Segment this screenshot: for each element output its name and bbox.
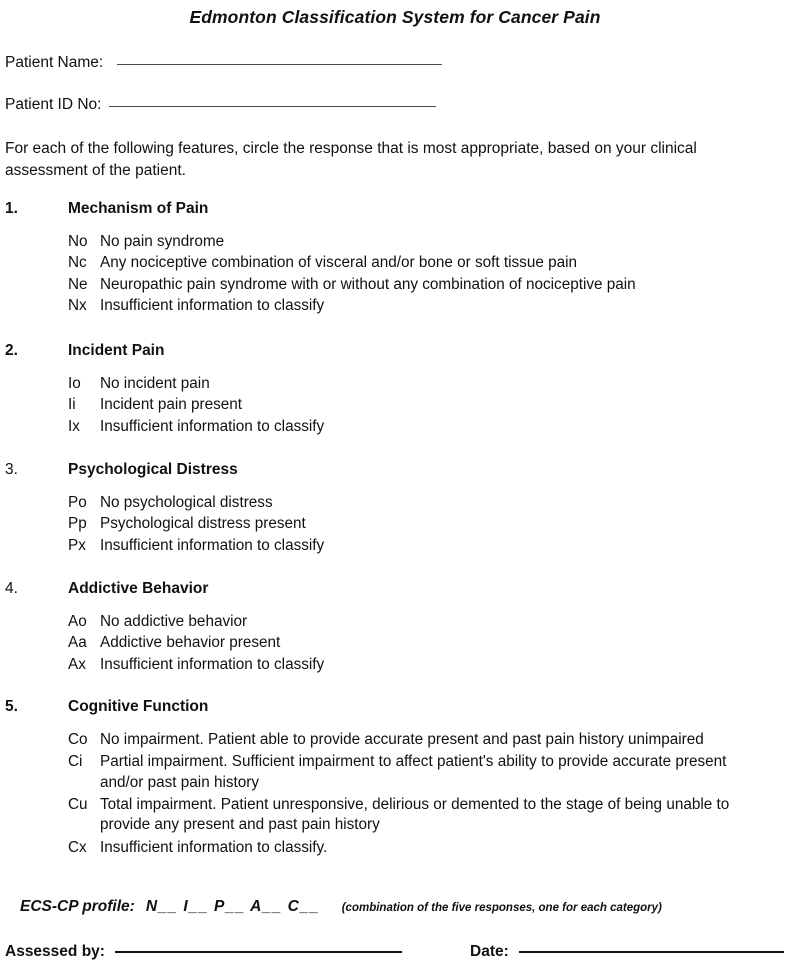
section-number: 1. [5, 200, 18, 217]
option-code: Ii [68, 396, 76, 414]
option-label: No psychological distress [100, 494, 273, 511]
option-code: Po [68, 494, 87, 511]
option-list [0, 730, 790, 858]
option-label: Insufficient information to classify [100, 417, 325, 435]
section-mechanism-of-pain [0, 200, 790, 317]
option-label: Neuropathic pain syndrome with or without any combination of nociceptive pain [100, 275, 636, 293]
ecs-cp-profile-row [20, 898, 662, 916]
list-item[interactable] [0, 536, 790, 556]
section-number: 3. [5, 461, 18, 478]
option-code: Ne [68, 275, 88, 293]
option-list [0, 493, 790, 556]
option-code: Nx [68, 297, 87, 315]
instructions-text: For each of the following features, circle the response that is most appropriate, based on your clinical assessment of the patient. [5, 140, 697, 179]
section-title: Psychological Distress [68, 461, 238, 478]
option-label: Any nociceptive combination of visceral and/or bone or soft tissue pain [100, 254, 578, 272]
option-code: Cu [68, 796, 88, 814]
option-code: Ix [68, 417, 80, 435]
list-item[interactable] [0, 417, 790, 437]
list-item[interactable] [0, 493, 790, 513]
list-item[interactable] [0, 612, 790, 632]
list-item[interactable] [0, 232, 790, 252]
option-label: Insufficient information to classify [100, 297, 325, 315]
list-item[interactable] [0, 395, 790, 415]
patient-id-label: Patient ID No: [5, 96, 102, 113]
option-label: No incident pain [100, 375, 210, 392]
signature-row [5, 943, 785, 967]
option-code: Cx [68, 838, 87, 856]
section-cognitive-function [0, 698, 790, 859]
patient-id-row [5, 96, 436, 114]
patient-id-input[interactable] [109, 106, 436, 107]
section-header [0, 342, 790, 365]
section-number: 2. [5, 342, 18, 359]
option-code: No [68, 233, 88, 250]
patient-name-row [5, 54, 442, 72]
section-title: Cognitive Function [68, 698, 209, 715]
option-list [0, 374, 790, 437]
option-code: Ax [68, 655, 86, 673]
assessed-by-label: Assessed by: [5, 943, 105, 960]
patient-name-label: Patient Name: [5, 54, 104, 71]
list-item[interactable] [0, 296, 790, 316]
date-label: Date: [470, 943, 509, 960]
option-label: Total impairment. Patient unresponsive, delirious or demented to the stage of being unable to provide any present and past pain history [100, 796, 730, 834]
list-item[interactable] [0, 752, 790, 793]
list-item[interactable] [0, 730, 790, 750]
option-list [0, 612, 790, 675]
option-code: Ao [68, 613, 87, 630]
option-label: Insufficient information to classify [100, 655, 325, 673]
option-label: Psychological distress present [100, 515, 306, 533]
date-input[interactable] [519, 951, 784, 953]
section-header [0, 580, 790, 603]
option-label: No impairment. Patient able to provide accurate present and past pain history unimpaired [100, 731, 704, 748]
assessed-by-group [5, 943, 402, 961]
option-code: Pp [68, 515, 87, 533]
option-list [0, 232, 790, 316]
option-code: Nc [68, 254, 87, 272]
section-title: Mechanism of Pain [68, 200, 209, 217]
section-title: Incident Pain [68, 342, 165, 359]
section-header [0, 200, 790, 223]
option-label: Insufficient information to classify. [100, 838, 328, 856]
list-item[interactable] [0, 795, 790, 836]
ecs-cp-profile-label: ECS-CP profile: [20, 898, 135, 915]
section-psychological-distress [0, 461, 790, 557]
list-item[interactable] [0, 838, 790, 858]
page-title: Edmonton Classification System for Cancer Pain [189, 7, 601, 27]
section-incident-pain [0, 342, 790, 438]
option-label: Incident pain present [100, 396, 243, 414]
option-code: Px [68, 536, 86, 554]
section-addictive-behavior [0, 580, 790, 676]
section-number: 4. [5, 580, 18, 597]
option-code: Co [68, 731, 88, 748]
list-item[interactable] [0, 275, 790, 295]
list-item[interactable] [0, 655, 790, 675]
patient-name-input[interactable] [117, 64, 442, 65]
list-item[interactable] [0, 253, 790, 273]
list-item[interactable] [0, 633, 790, 653]
option-label: Addictive behavior present [100, 634, 281, 652]
list-item[interactable] [0, 374, 790, 394]
ecs-cp-profile-input[interactable]: N__ I__ P__ A__ C__ [145, 898, 320, 915]
ecs-cp-profile-note: (combination of the five responses, one for each category) [341, 902, 662, 914]
date-group [470, 943, 784, 961]
section-header [0, 461, 790, 484]
section-title: Addictive Behavior [68, 580, 209, 597]
option-code: Io [68, 375, 81, 392]
list-item[interactable] [0, 514, 790, 534]
option-code: Aa [68, 634, 87, 652]
option-label: Insufficient information to classify [100, 536, 325, 554]
option-label: No pain syndrome [100, 233, 225, 250]
section-number: 5. [5, 698, 18, 715]
assessed-by-input[interactable] [115, 951, 402, 953]
option-code: Ci [68, 753, 83, 771]
option-label: Partial impairment. Sufficient impairment to affect patient's ability to provide accurate present and/or past pain history [100, 753, 727, 791]
section-header [0, 698, 790, 721]
option-label: No addictive behavior [100, 613, 248, 630]
